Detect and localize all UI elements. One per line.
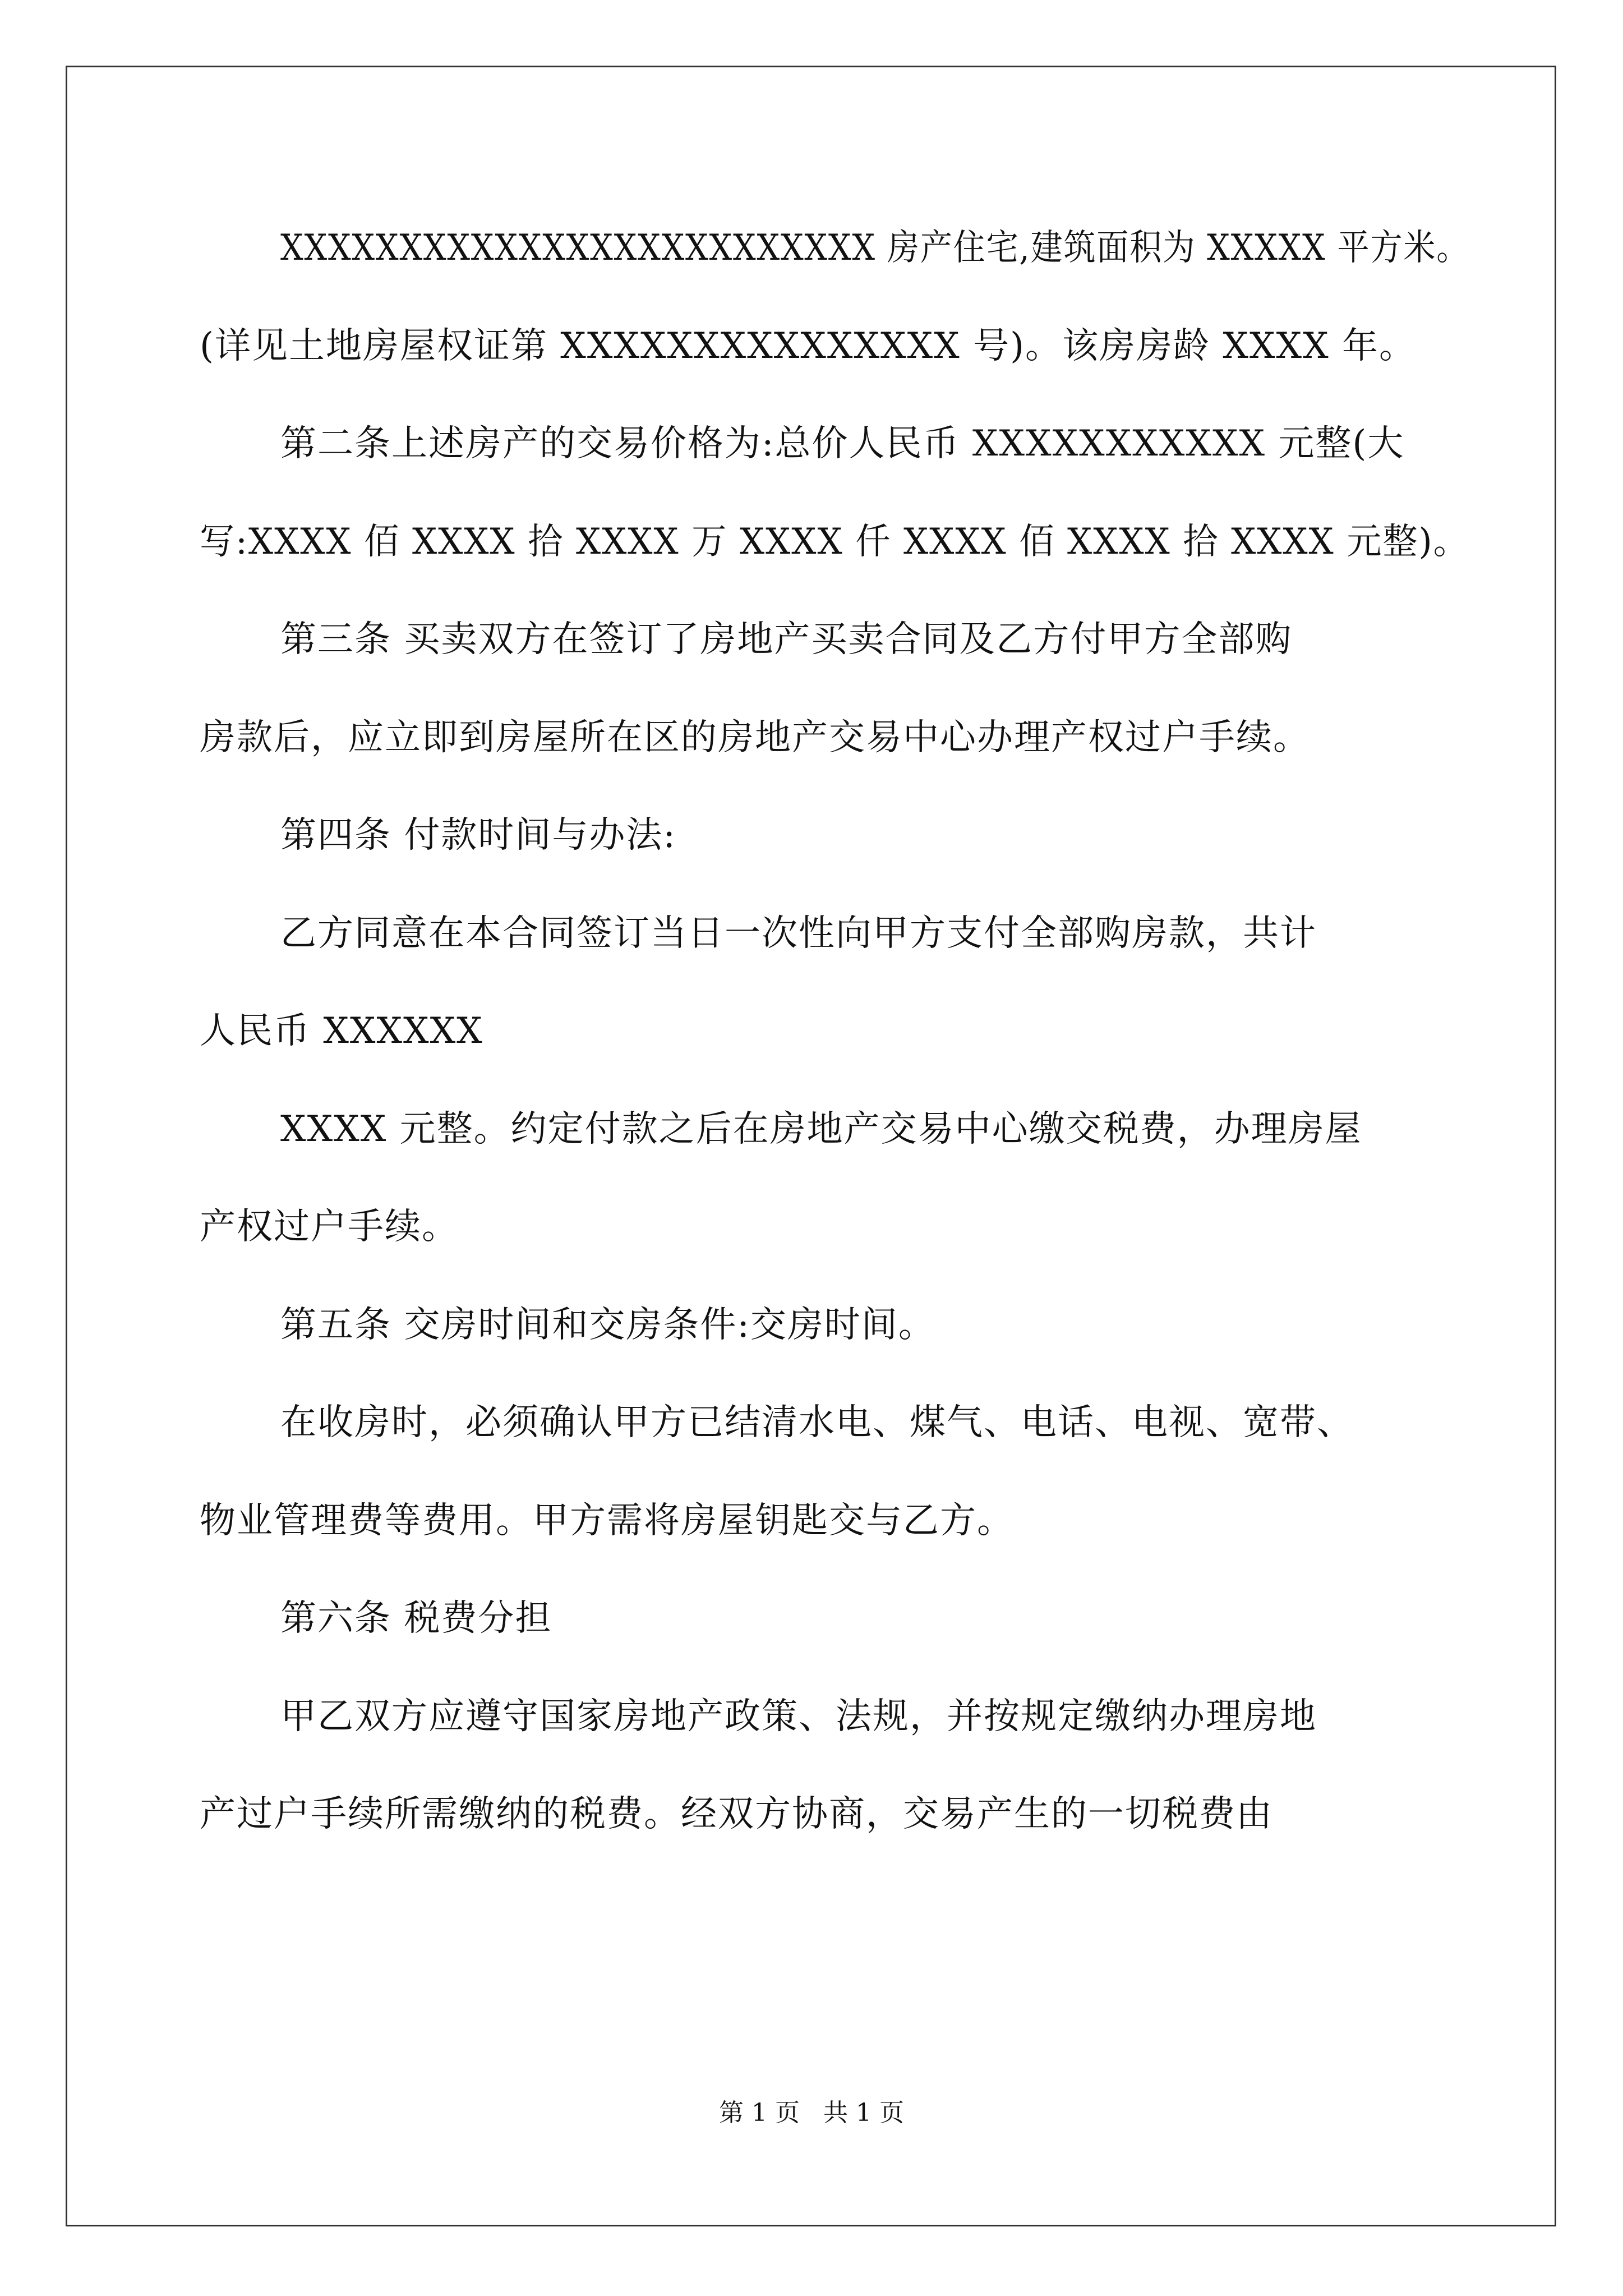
- text-line: 写:XXXX 佰 XXXX 拾 XXXX 万 XXXX 仟 XXXX 佰 XXXX 拾 XXXX 元整)。: [200, 521, 1469, 563]
- text-line: 甲乙双方应遵守国家房地产政策、法规，并按规定缴纳办理房地: [280, 1695, 1317, 1737]
- text-line: XXXX 元整。约定付款之后在房地产交易中心缴交税费，办理房屋: [280, 1108, 1362, 1150]
- text-line: 第三条 买卖双方在签订了房地产买卖合同及乙方付甲方全部购: [280, 619, 1293, 660]
- page-number-footer: 第 1 页 共 1 页: [719, 2099, 904, 2127]
- text-line: 第六条 税费分担: [280, 1598, 552, 1639]
- text-line: 第四条 付款时间与办法:: [280, 815, 676, 856]
- text-line: 第二条上述房产的交易价格为:总价人民币 XXXXXXXXXXX 元整(大: [280, 423, 1405, 464]
- text-line: XXXXXXXXXXXXXXXXXXXXXXXXX 房产住宅,建筑面积为 XXXXX 平方米。: [280, 227, 1470, 269]
- text-line: 人民币 XXXXXX: [200, 1010, 483, 1052]
- text-line: (详见土地房屋权证第 XXXXXXXXXXXXXXX 号)。该房房龄 XXXX 年。: [200, 325, 1416, 367]
- text-line: 产权过户手续。: [200, 1206, 459, 1248]
- text-line: 乙方同意在本合同签订当日一次性向甲方支付全部购房款，共计: [280, 912, 1317, 954]
- text-line: 在收房时，必须确认甲方已结清水电、煤气、电话、电视、宽带、: [280, 1402, 1354, 1443]
- text-line: 第五条 交房时间和交房条件:交房时间。: [280, 1304, 935, 1346]
- text-line: 房款后，应立即到房屋所在区的房地产交易中心办理产权过户手续。: [200, 716, 1310, 758]
- text-line: 产过户手续所需缴纳的税费。经双方协商，交易产生的一切税费由: [200, 1793, 1273, 1835]
- text-line: 物业管理费等费用。甲方需将房屋钥匙交与乙方。: [200, 1499, 1014, 1542]
